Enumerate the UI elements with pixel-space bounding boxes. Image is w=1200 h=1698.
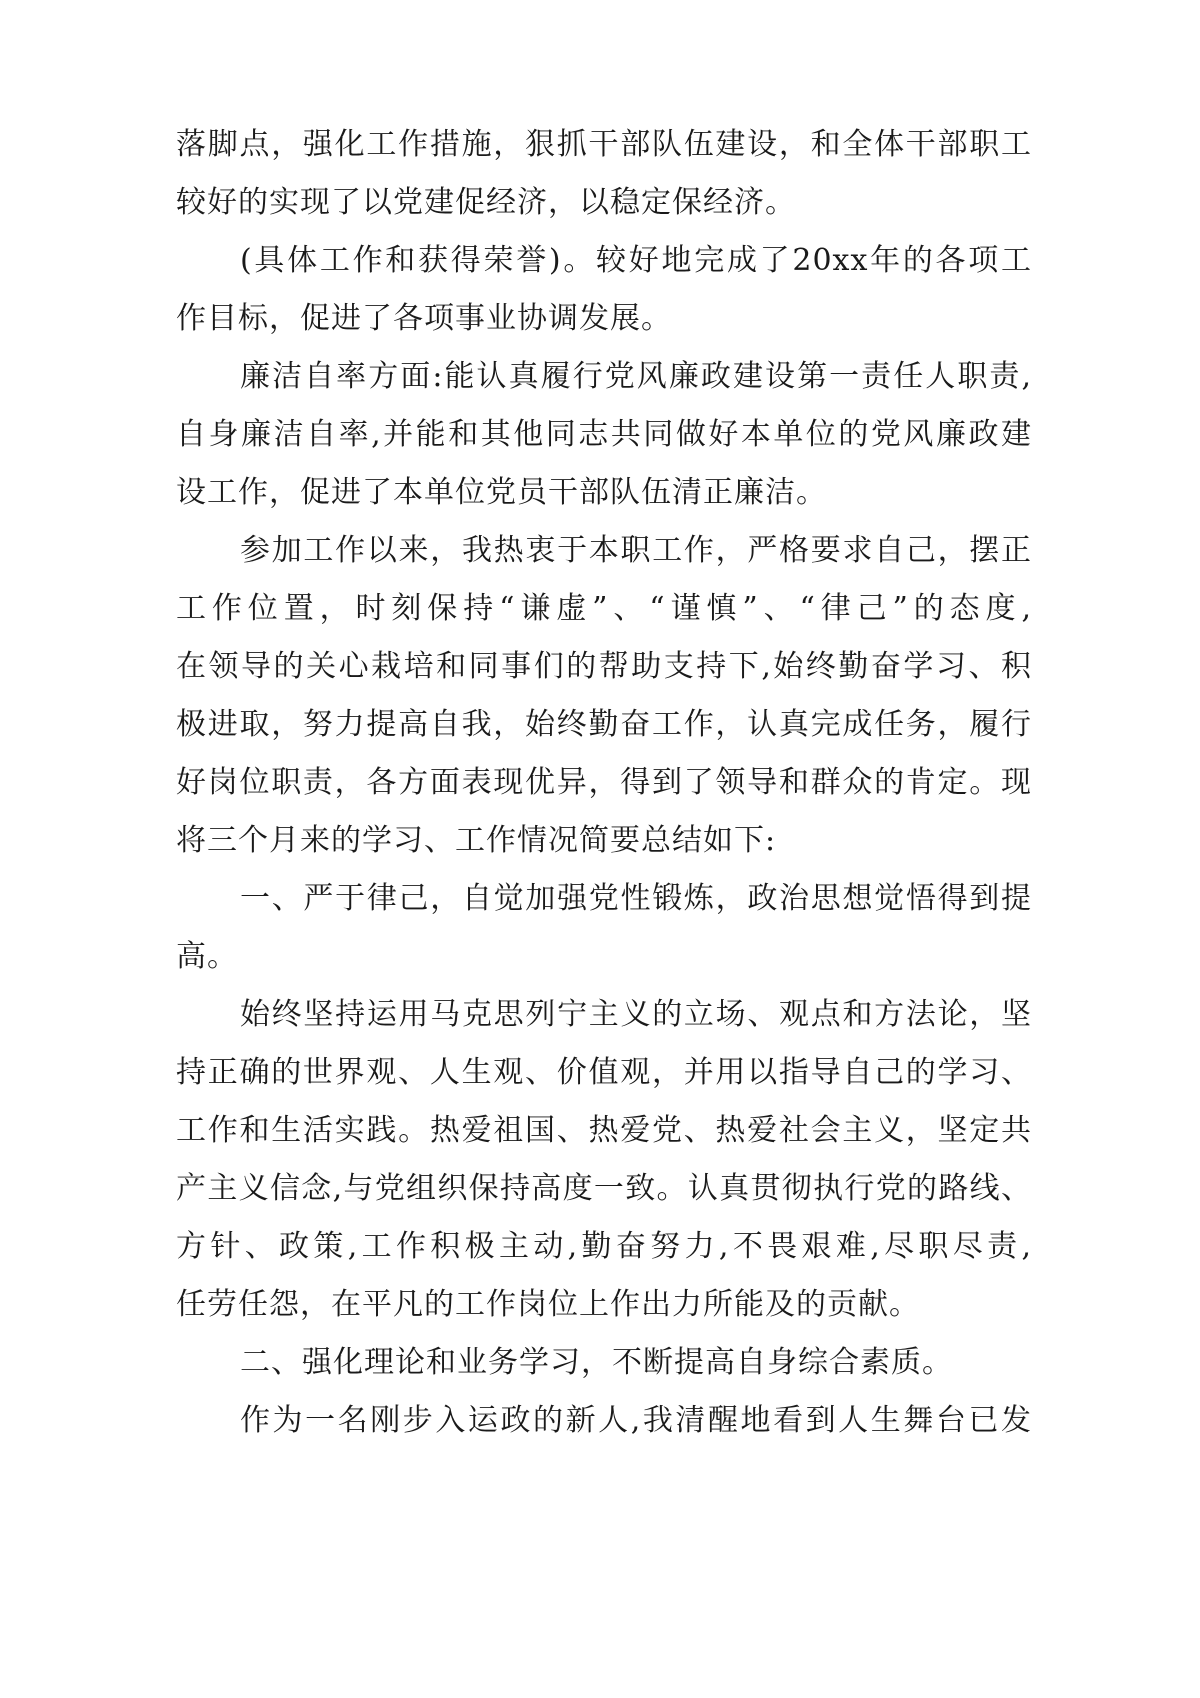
- body-text: [176, 116, 1032, 1450]
- text-line: 作为一名刚步入运政的新人,我清醒地看到人生舞台已发: [240, 1403, 1032, 1438]
- text-line: (具体工作和获得荣誉)。较好地完成了20xx年的各项工: [240, 243, 1032, 278]
- text-line: 作目标，促进了各项事业协调发展。: [176, 301, 672, 336]
- text-line: 在领导的关心栽培和同事们的帮助支持下,始终勤奋学习、积: [176, 649, 1032, 684]
- text-line: 参加工作以来，我热衷于本职工作，严格要求自己，摆正: [240, 533, 1032, 568]
- text-line: 工作和生活实践。热爱祖国、热爱党、热爱社会主义，坚定共: [176, 1113, 1032, 1148]
- text-line: 将三个月来的学习、工作情况简要总结如下:: [176, 823, 777, 858]
- section-heading-line: 一、严于律己，自觉加强党性锻炼，政治思想觉悟得到提: [240, 881, 1032, 916]
- text-line: 落脚点，强化工作措施，狠抓干部队伍建设，和全体干部职工: [176, 127, 1032, 162]
- text-line: 自身廉洁自率,并能和其他同志共同做好本单位的党风廉政建: [176, 417, 1032, 452]
- text-line: 廉洁自率方面:能认真履行党风廉政建设第一责任人职责,: [240, 359, 1032, 394]
- text-line: 设工作，促进了本单位党员干部队伍清正廉洁。: [176, 475, 827, 510]
- text-line: 较好的实现了以党建促经济，以稳定保经济。: [176, 185, 796, 220]
- text-line: 好岗位职责，各方面表现优异，得到了领导和群众的肯定。现: [176, 765, 1032, 800]
- text-line: 极进取，努力提高自我，始终勤奋工作，认真完成任务，履行: [176, 707, 1032, 742]
- text-line: 持正确的世界观、人生观、价值观，并用以指导自己的学习、: [176, 1055, 1032, 1090]
- text-line: 方针、政策,工作积极主动,勤奋努力,不畏艰难,尽职尽责,: [176, 1229, 1032, 1264]
- text-line: 始终坚持运用马克思列宁主义的立场、观点和方法论，坚: [240, 997, 1032, 1032]
- text-line: 任劳任怨，在平凡的工作岗位上作出力所能及的贡献。: [176, 1287, 920, 1322]
- text-line: 工作位置，时刻保持“谦虚”、“谨慎”、“律己”的态度,: [176, 591, 1032, 626]
- section-heading-line: 二、强化理论和业务学习，不断提高自身综合素质。: [240, 1345, 953, 1380]
- section-heading-line: 高。: [176, 939, 238, 974]
- text-line: 产主义信念,与党组织保持高度一致。认真贯彻执行党的路线、: [176, 1171, 1032, 1206]
